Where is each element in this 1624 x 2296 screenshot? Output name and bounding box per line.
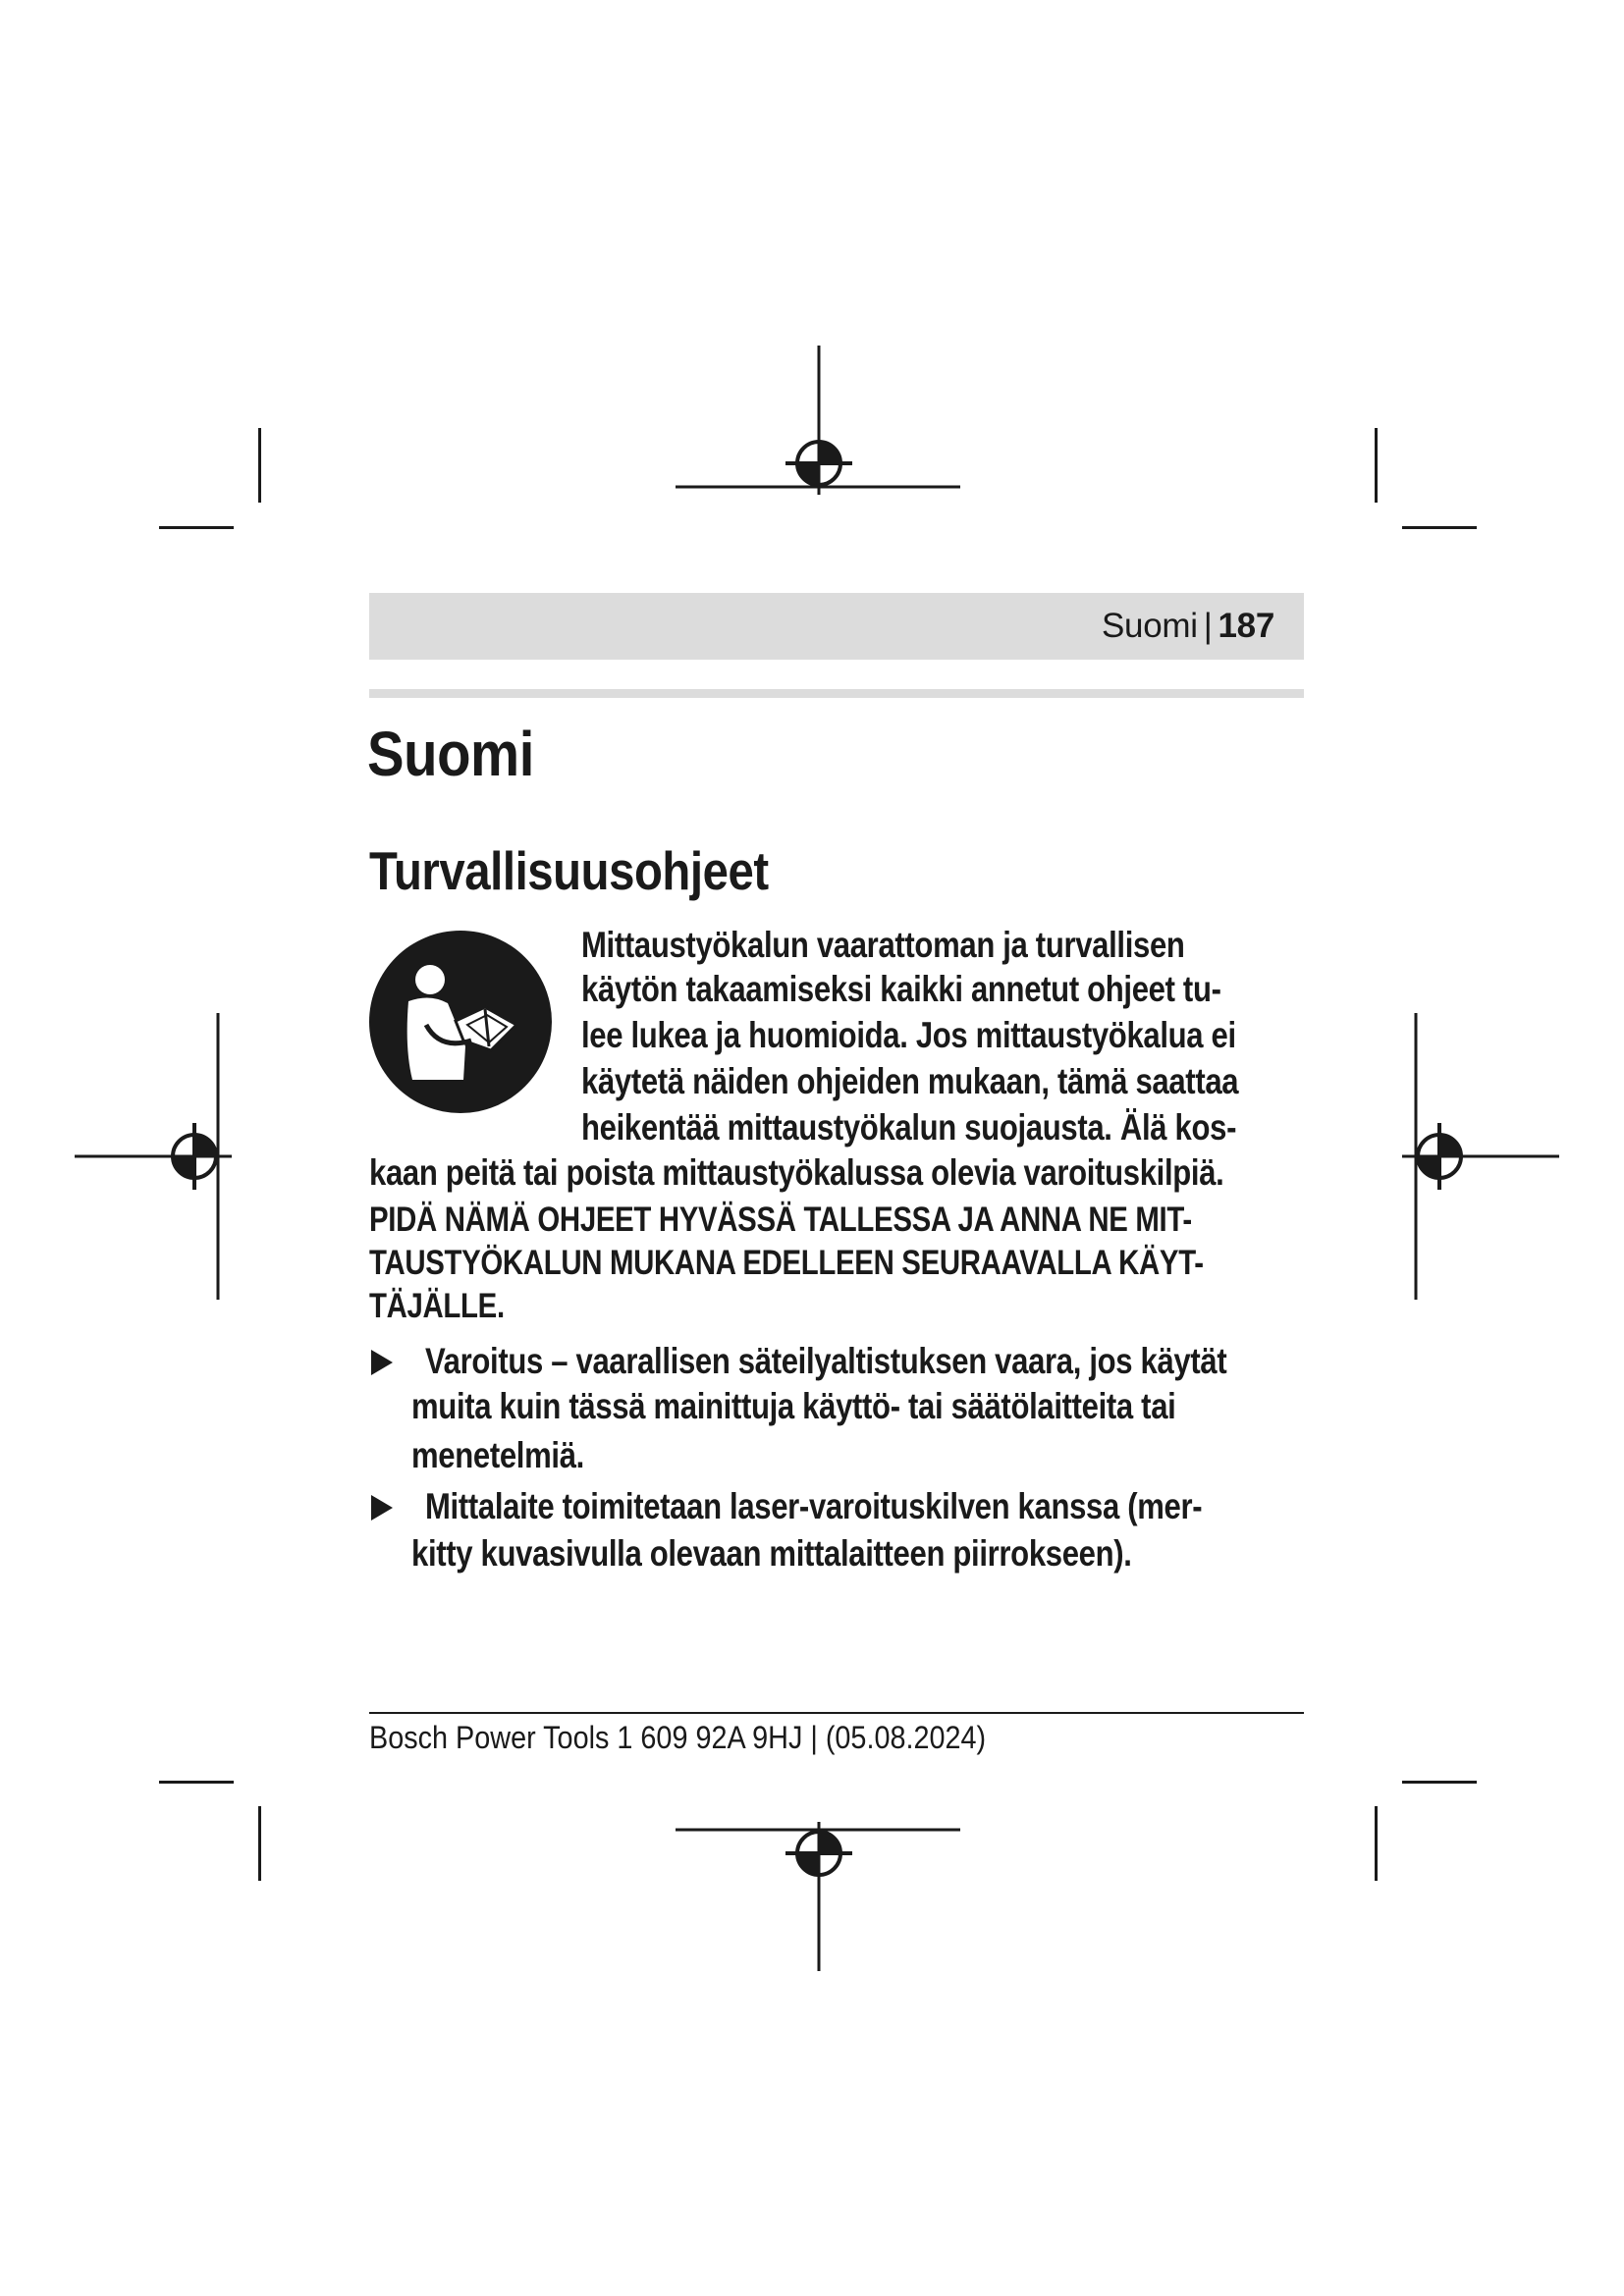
crop-mark <box>1402 526 1477 529</box>
header-language: Suomi <box>1101 607 1198 645</box>
header-rule <box>369 689 1304 698</box>
bullet-triangle-icon <box>371 1350 393 1375</box>
header-label <box>1102 607 1274 646</box>
text-line: käytetä näiden ohjeiden mukaan, tämä saattaa <box>581 1061 1239 1101</box>
registration-mark-right <box>1402 1013 1559 1300</box>
footer-rule <box>369 1712 1304 1714</box>
bullet-line: menetelmiä. <box>411 1435 584 1475</box>
crop-mark <box>1402 1781 1477 1784</box>
registration-mark-left <box>75 1013 232 1300</box>
bullet-line: Varoitus – vaarallisen säteilyaltistuksen vaara, jos käytät <box>425 1341 1227 1381</box>
bullet-line: Mittalaite toimitetaan laser-varoituskilven kanssa (mer- <box>425 1486 1203 1526</box>
bullet-line: kitty kuvasivulla olevaan mittalaitteen piirrokseen). <box>411 1533 1132 1574</box>
crop-mark <box>258 1806 261 1881</box>
text-line: heikentää mittaustyökalun suojausta. Älä kos- <box>581 1107 1237 1148</box>
crop-mark <box>159 526 234 529</box>
page-header <box>369 593 1304 660</box>
registration-mark-bottom <box>676 1822 960 1971</box>
caps-warning-line: PIDÄ NÄMÄ OHJEET HYVÄSSÄ TALLESSA JA ANNA NE MIT- <box>369 1201 1192 1239</box>
text-line: lee lukea ja huomioida. Jos mittaustyökalua ei <box>581 1015 1236 1055</box>
caps-warning-line: TÄJÄLLE. <box>369 1287 505 1325</box>
registration-mark-top <box>676 346 960 495</box>
text-line: käytön takaamiseksi kaikki annetut ohjeet tu- <box>581 969 1221 1009</box>
page-footer: Bosch Power Tools 1 609 92A 9HJ | (05.08.2024) <box>369 1720 987 1755</box>
crop-mark <box>258 428 261 503</box>
bullet-triangle-icon <box>371 1495 393 1521</box>
header-separator: | <box>1203 607 1213 645</box>
crop-mark <box>1375 428 1378 503</box>
page-title: Suomi <box>367 719 534 789</box>
caps-warning-line: TAUSTYÖKALUN MUKANA EDELLEEN SEURAAVALLA KÄYT- <box>369 1244 1204 1282</box>
text-line: kaan peitä tai poista mittaustyökalussa olevia varoituskilpiä. <box>369 1152 1224 1193</box>
text-line: Mittaustyökalun vaarattoman ja turvallisen <box>581 925 1185 965</box>
crop-mark <box>1375 1806 1378 1881</box>
bullet-line: muita kuin tässä mainittuja käyttö- tai säätölaitteita tai <box>411 1386 1176 1426</box>
read-manual-icon <box>369 931 552 1113</box>
crop-mark <box>159 1781 234 1784</box>
page-number: 187 <box>1218 607 1274 645</box>
section-title: Turvallisuusohjeet <box>369 840 769 901</box>
